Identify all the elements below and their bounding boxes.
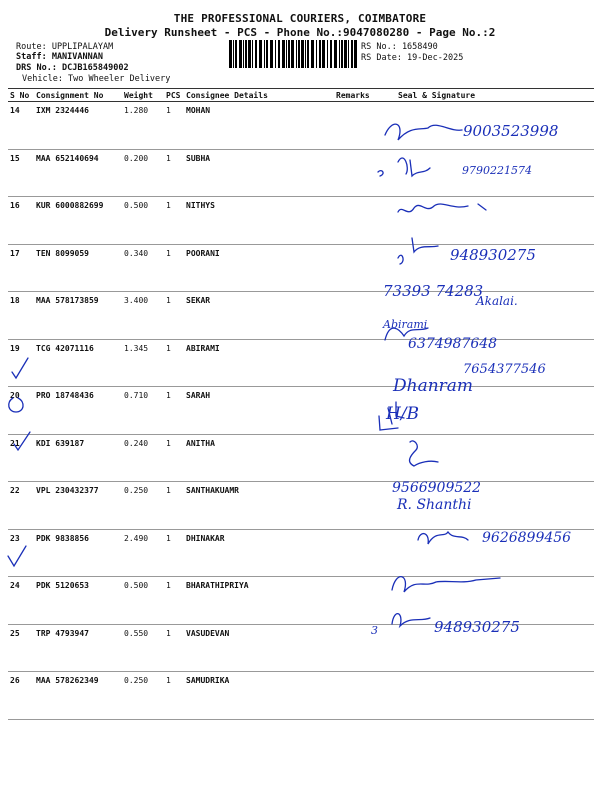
col-header-remarks: Remarks: [334, 89, 396, 102]
cell-weight: 3.400: [122, 292, 164, 340]
cell-weight: 0.500: [122, 577, 164, 625]
cell-sno: 22: [8, 482, 34, 530]
cell-consignee: SARAH: [184, 387, 334, 435]
handwriting-r15: 9790221574: [462, 164, 532, 177]
cell-consignment-no: PDK 9838856: [34, 529, 122, 577]
cell-consignee: SUBHA: [184, 149, 334, 197]
route-label: Route: UPPLIPALAYAM: [16, 42, 114, 52]
cell-consignee: ANITHA: [184, 434, 334, 482]
vehicle-label: Vehicle: Two Wheeler Delivery: [22, 74, 171, 84]
cell-consignment-no: MAA 578262349: [34, 672, 122, 720]
col-header-pcs: PCS: [164, 89, 184, 102]
cell-weight: 0.550: [122, 624, 164, 672]
cell-consignment-no: PDK 5120653: [34, 577, 122, 625]
runsheet-subtitle: Delivery Runsheet - PCS - Phone No.:9047080280 - Page No.:2: [104, 26, 496, 39]
cell-sno: 26: [8, 672, 34, 720]
tick-mark-22: [14, 432, 30, 450]
cell-consignee: BHARATHIPRIYA: [184, 577, 334, 625]
signature-row14: [385, 124, 462, 140]
rs-date: RS Date: 19-Dec-2025: [361, 53, 464, 63]
cell-sno: 14: [8, 102, 34, 150]
company-title: THE PROFESSIONAL COURIERS, COIMBATORE: [173, 12, 427, 25]
signature-row15-mark: [378, 171, 383, 176]
cell-pcs: 1: [164, 529, 184, 577]
cell-consignment-no: VPL 230432377: [34, 482, 122, 530]
cell-sno: 17: [8, 244, 34, 292]
cell-weight: 0.710: [122, 387, 164, 435]
cell-consignment-no: MAA 578173859: [34, 292, 122, 340]
cell-weight: 0.250: [122, 482, 164, 530]
cell-consignment-no: IXM 2324446: [34, 102, 122, 150]
circle-mark-21: [9, 398, 23, 412]
drs-label: DRS No.: DCJB165849002: [16, 63, 129, 73]
cell-weight: 0.240: [122, 434, 164, 482]
cell-consignment-no: MAA 652140694: [34, 149, 122, 197]
handwriting-r23b: R. Shanthi: [397, 497, 472, 513]
cell-sno: 19: [8, 339, 34, 387]
cell-weight: 0.200: [122, 149, 164, 197]
cell-consignee: POORANI: [184, 244, 334, 292]
handwriting-r19b: 6374987648: [408, 336, 498, 352]
cell-pcs: 1: [164, 387, 184, 435]
cell-weight: 0.250: [122, 672, 164, 720]
cell-pcs: 1: [164, 339, 184, 387]
handwriting-r20a: 7654377546: [463, 362, 546, 377]
cell-weight: 0.340: [122, 244, 164, 292]
cell-consignee: NITHYS: [184, 197, 334, 245]
cell-pcs: 1: [164, 244, 184, 292]
cell-weight: 0.500: [122, 197, 164, 245]
cell-consignee: MOHAN: [184, 102, 334, 150]
signature-row22: [410, 441, 438, 466]
col-header-sno: S No: [8, 89, 34, 102]
handwriting-r21: H/B: [386, 404, 420, 424]
signature-row17: [398, 238, 438, 264]
cell-consignee: SEKAR: [184, 292, 334, 340]
cell-consignee: ABIRAMI: [184, 339, 334, 387]
handwriting-r18a: 73393 74283: [383, 282, 484, 300]
cell-pcs: 1: [164, 292, 184, 340]
handwriting-r23a: 9566909522: [392, 480, 482, 496]
cell-consignee: VASUDEVAN: [184, 624, 334, 672]
cell-consignment-no: KDI 639187: [34, 434, 122, 482]
cell-consignment-no: TEN 8099059: [34, 244, 122, 292]
tick-mark-20: [12, 358, 28, 378]
cell-sno: 24: [8, 577, 34, 625]
rs-number: RS No.: 1658490: [361, 42, 438, 52]
handwriting-r18b: Akalai.: [476, 294, 518, 308]
cell-consignment-no: PRO 18748436: [34, 387, 122, 435]
signature-row16: [398, 204, 486, 212]
cell-sno: 16: [8, 197, 34, 245]
cell-consignment-no: TRP 4793947: [34, 624, 122, 672]
cell-consignee: SAMUDRIKA: [184, 672, 334, 720]
col-header-consignment: Consignment No: [34, 89, 122, 102]
cell-pcs: 1: [164, 672, 184, 720]
cell-pcs: 1: [164, 577, 184, 625]
cell-consignment-no: TCG 42071116: [34, 339, 122, 387]
handwriting-r24: 9626899456: [482, 530, 572, 546]
cell-sno: 15: [8, 149, 34, 197]
handwriting-r20b: Dhanram: [393, 376, 474, 396]
cell-pcs: 1: [164, 482, 184, 530]
tick-mark-25: [8, 546, 26, 566]
cell-sno: 25: [8, 624, 34, 672]
cell-weight: 1.345: [122, 339, 164, 387]
cell-consignee: DHINAKAR: [184, 529, 334, 577]
handwriting-r14: 9003523998: [463, 122, 559, 140]
cell-pcs: 1: [164, 624, 184, 672]
cell-sno: 21: [8, 434, 34, 482]
signature-row15: [398, 158, 430, 176]
staff-label: Staff: MANIVANNAN: [16, 52, 103, 62]
cell-pcs: 1: [164, 149, 184, 197]
cell-pcs: 1: [164, 197, 184, 245]
cell-pcs: 1: [164, 434, 184, 482]
cell-consignment-no: KUR 6000882699: [34, 197, 122, 245]
handwriting-r19a: Abirami: [383, 318, 428, 331]
col-header-consignee: Consignee Details: [184, 89, 334, 102]
cell-consignee: SANTHAKUAMR: [184, 482, 334, 530]
handwriting-r26-mark: 3: [371, 624, 378, 637]
handwriting-r26: 948930275: [434, 618, 520, 636]
col-header-signature: Seal & Signature: [396, 89, 594, 102]
cell-weight: 2.490: [122, 529, 164, 577]
signature-row25: [392, 577, 500, 592]
cell-sno: 20: [8, 387, 34, 435]
cell-pcs: 1: [164, 102, 184, 150]
signature-row24: [418, 532, 468, 544]
cell-sno: 23: [8, 529, 34, 577]
col-header-weight: Weight: [122, 89, 164, 102]
handwriting-r17: 948930275: [450, 246, 536, 264]
signature-row26: [392, 614, 430, 626]
cell-sno: 18: [8, 292, 34, 340]
cell-weight: 1.280: [122, 102, 164, 150]
